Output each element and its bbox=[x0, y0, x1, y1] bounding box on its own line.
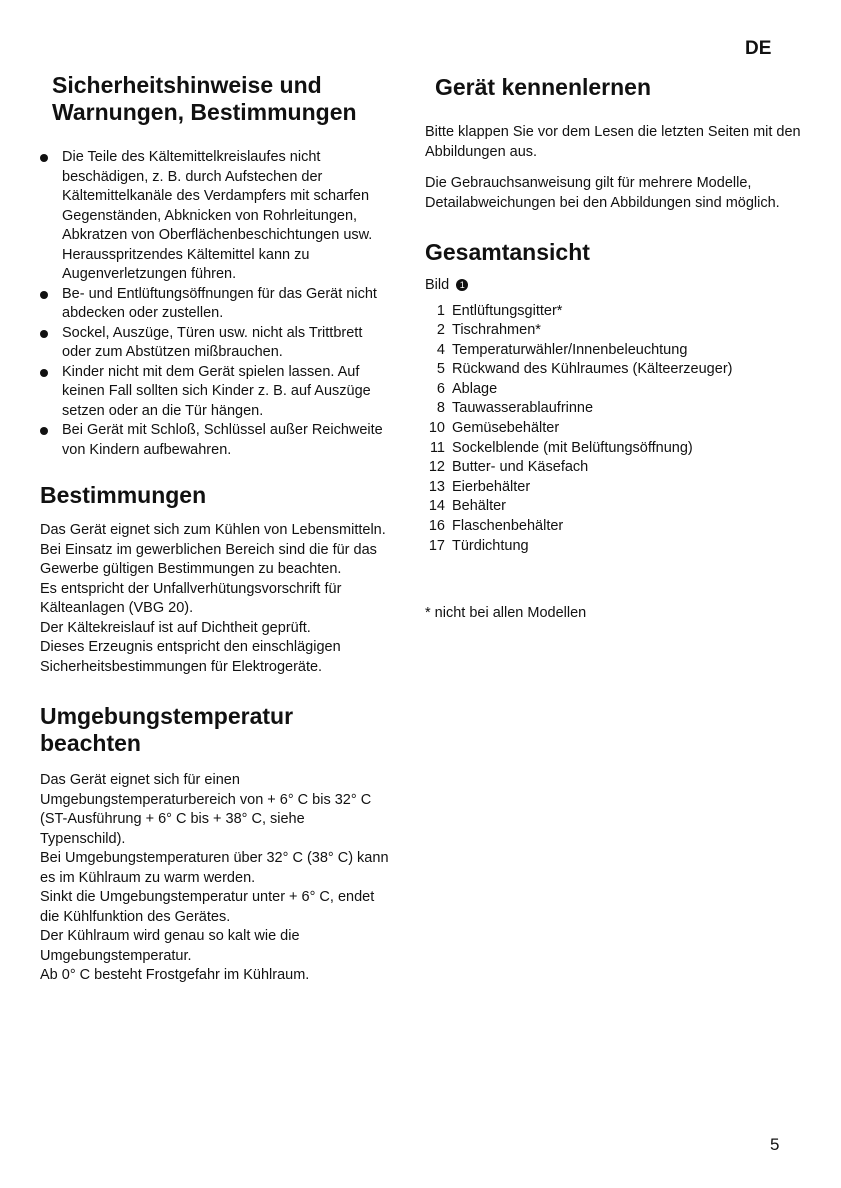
list-item bbox=[425, 341, 825, 361]
list-item bbox=[425, 537, 825, 557]
paragraph: Bitte klappen Sie vor dem Lesen die letzten Seiten mit den Abbildungen aus. bbox=[425, 124, 801, 160]
paragraph: Ab 0° C besteht Frostgefahr im Kühlraum. bbox=[40, 967, 310, 983]
list-item bbox=[425, 380, 825, 400]
part-number: 8 bbox=[436, 400, 445, 417]
list-item bbox=[425, 399, 825, 419]
part-number: 2 bbox=[436, 322, 445, 339]
safety-heading-line1: Sicherheitshinweise und bbox=[52, 72, 322, 98]
part-number: 17 bbox=[428, 537, 445, 554]
part-label: Sockelblende (mit Belüftungsöffnung) bbox=[452, 439, 693, 456]
paragraph: Dieses Erzeugnis entspricht den einschlägigen Sicherheitsbestimmungen für Elektrogeräte. bbox=[40, 639, 341, 675]
part-number: 16 bbox=[428, 518, 445, 535]
list-item: Bei Gerät mit Schloß, Schlüssel außer Reichweite von Kindern aufbewahren. bbox=[40, 421, 390, 460]
paragraph: Bei Einsatz im gewerblichen Bereich sind die für das Gewerbe gültigen Bestimmungen zu beachten. bbox=[40, 541, 377, 577]
part-number: 12 bbox=[428, 459, 445, 476]
page-number: 5 bbox=[770, 1135, 780, 1154]
part-label: Ablage bbox=[452, 380, 498, 397]
paragraph: Der Kältekreislauf ist auf Dichtheit geprüft. bbox=[40, 619, 311, 636]
safety-heading bbox=[52, 72, 378, 126]
paragraph: Die Gebrauchsanweisung gilt für mehrere Modelle, Detailabweichungen bei den Abbildungen sind möglich. bbox=[425, 175, 780, 211]
part-number: 14 bbox=[428, 498, 445, 515]
part-label: Temperaturwähler/Innenbeleuchtung bbox=[452, 341, 688, 358]
list-item bbox=[425, 517, 825, 537]
left-column bbox=[40, 70, 390, 986]
paragraph: Der Kühlraum wird genau so kalt wie die Umgebungstemperatur. bbox=[40, 928, 300, 964]
safety-heading-box bbox=[40, 70, 390, 134]
safety-heading-line2: Warnungen, Bestimmungen bbox=[52, 99, 357, 125]
geraet-heading: Gerät kennenlernen bbox=[435, 74, 652, 100]
bestimmungen-text bbox=[40, 521, 390, 677]
footnote: * nicht bei allen Modellen bbox=[425, 605, 587, 622]
list-item: Be- und Entlüftungsöffnungen für das Gerät nicht abdecken oder zustellen. bbox=[40, 285, 390, 324]
list-item: Sockel, Auszüge, Türen usw. nicht als Trittbrett oder zum Abstützen mißbrauchen. bbox=[40, 324, 390, 363]
paragraph: Das Gerät eignet sich für einen Umgebungstemperaturbereich von + 6° C bis 32° C (ST-Ausführung + 6° C bis + 38° C, siehe Typenschild). bbox=[40, 772, 372, 847]
paragraph: Das Gerät eignet sich zum Kühlen von Lebensmitteln. bbox=[40, 522, 386, 538]
list-item bbox=[425, 302, 825, 322]
part-number: 4 bbox=[436, 341, 445, 358]
list-item bbox=[425, 439, 825, 459]
language-code: DE bbox=[745, 38, 772, 59]
umgebung-text bbox=[40, 771, 390, 986]
paragraph: Sinkt die Umgebungstemperatur unter + 6° C, endet die Kühlfunktion des Gerätes. bbox=[40, 889, 375, 925]
list-item bbox=[425, 419, 825, 439]
right-column bbox=[425, 72, 825, 624]
figure-label: Bild bbox=[425, 277, 450, 293]
parts-list bbox=[425, 302, 825, 557]
part-label: Rückwand des Kühlraumes (Kälteerzeuger) bbox=[452, 361, 733, 378]
umgebung-heading bbox=[40, 703, 390, 757]
intro-text bbox=[425, 123, 825, 213]
paragraph: Bei Umgebungstemperaturen über 32° C (38° C) kann es im Kühlraum zu warm werden. bbox=[40, 850, 389, 886]
part-label: Eierbehälter bbox=[452, 478, 531, 495]
umgebung-heading-line2: beachten bbox=[40, 730, 141, 756]
part-label: Butter- und Käsefach bbox=[452, 459, 589, 476]
part-number: 6 bbox=[436, 380, 445, 397]
figure-reference bbox=[425, 276, 825, 296]
part-number: 5 bbox=[436, 361, 445, 378]
part-label: Gemüsebehälter bbox=[452, 420, 560, 437]
list-item: Die Teile des Kältemittelkreislaufes nicht beschädigen, z. B. durch Aufstechen der Kältemittelkanäle des Verdampfers mit scharfen Gegenständen, Abknicken von Rohrleitungen, Abkratzen von Oberflächenbeschichtungen usw. Herausspritzendes Kältemittel kann zu Augenverletzungen führen. bbox=[40, 148, 390, 285]
bestimmungen-heading: Bestimmungen bbox=[40, 482, 207, 508]
gesamtansicht-heading: Gesamtansicht bbox=[425, 239, 590, 265]
geraet-heading-box bbox=[425, 72, 825, 109]
part-label: Türdichtung bbox=[452, 537, 529, 554]
part-label: Tauwasserablaufrinne bbox=[452, 400, 594, 417]
part-number: 11 bbox=[429, 439, 445, 456]
list-item bbox=[425, 458, 825, 478]
safety-list bbox=[40, 148, 390, 460]
part-number: 13 bbox=[428, 478, 445, 495]
list-item bbox=[425, 497, 825, 517]
list-item bbox=[425, 321, 825, 341]
list-item bbox=[425, 478, 825, 498]
list-item: Kinder nicht mit dem Gerät spielen lassen. Auf keinen Fall sollten sich Kinder z. B. auf Auszüge setzen oder an die Tür hängen. bbox=[40, 363, 390, 422]
list-item bbox=[425, 360, 825, 380]
part-label: Flaschenbehälter bbox=[452, 518, 564, 535]
part-number: 10 bbox=[428, 420, 445, 437]
part-label: Tischrahmen* bbox=[452, 322, 541, 339]
figure-number-badge: 1 bbox=[456, 279, 468, 291]
part-number: 1 bbox=[436, 302, 445, 319]
umgebung-heading-line1: Umgebungstemperatur bbox=[40, 703, 294, 729]
part-label: Behälter bbox=[452, 498, 507, 515]
part-label: Entlüftungsgitter* bbox=[452, 302, 563, 319]
paragraph: Es entspricht der Unfallverhütungsvorschrift für Kälteanlagen (VBG 20). bbox=[40, 580, 342, 616]
